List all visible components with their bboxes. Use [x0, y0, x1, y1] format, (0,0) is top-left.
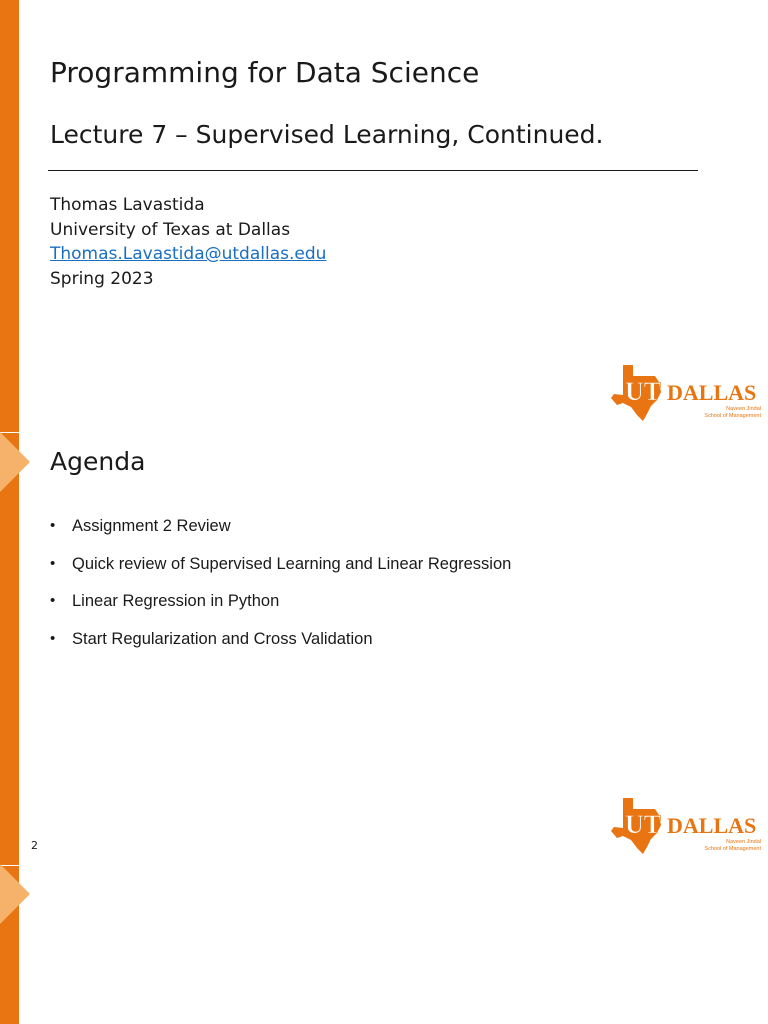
logo-ut-text: UT: [625, 377, 662, 406]
slide-arrow-icon: [0, 432, 30, 492]
slide-accent-bar: [0, 433, 19, 865]
author-name: Thomas Lavastida: [50, 195, 205, 215]
term: Spring 2023: [50, 268, 154, 289]
author-institution: University of Texas at Dallas: [50, 219, 291, 240]
utdallas-logo: [609, 362, 765, 424]
agenda-item: • Start Regularization and Cross Validation: [50, 629, 373, 648]
slide-title: Programming for Data Science: [50, 56, 480, 89]
agenda-list: [50, 515, 511, 665]
bullet-icon: •: [50, 517, 56, 534]
logo-ut-text: UT: [625, 810, 662, 839]
agenda-title: Agenda: [50, 447, 146, 476]
agenda-item: • Quick review of Supervised Learning and Linear Regression: [50, 554, 512, 573]
slide-arrow-icon: [0, 864, 30, 924]
logo-dallas-text: DALLAS: [667, 813, 757, 838]
author-info: [50, 193, 326, 291]
title-divider: [48, 170, 698, 171]
utdallas-logo: [609, 795, 765, 857]
slide-accent-bar: [0, 0, 19, 432]
lecture-subtitle: Lecture 7 – Supervised Learning, Continued.: [50, 120, 604, 149]
bullet-icon: •: [50, 592, 56, 609]
logo-school-line2: School of Management: [704, 413, 761, 419]
agenda-item: • Assignment 2 Review: [50, 517, 231, 535]
bullet-icon: •: [50, 629, 56, 647]
bullet-icon: •: [50, 554, 56, 572]
logo-school-line1: Naveen Jindal: [726, 406, 761, 412]
logo-school-line2: School of Management: [704, 846, 761, 852]
page-number: 2: [31, 839, 38, 852]
logo-school-line1: Naveen Jindal: [726, 839, 761, 845]
agenda-item: • Linear Regression in Python: [50, 592, 280, 610]
author-email-link[interactable]: Thomas.Lavastida@utdallas.edu: [50, 244, 327, 264]
logo-dallas-text: DALLAS: [667, 380, 757, 405]
